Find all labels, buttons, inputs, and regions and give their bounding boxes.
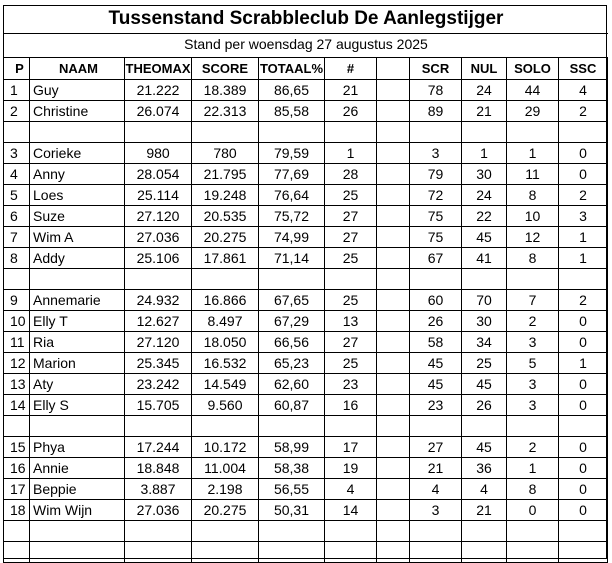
cell-solo: 1 <box>507 458 559 479</box>
cell-scr: 3 <box>410 143 462 164</box>
cell-totaal: 77,69 <box>259 164 325 185</box>
cell-solo: 44 <box>507 80 559 101</box>
cell-name: Beppie <box>30 479 125 500</box>
cell-count: 17 <box>325 437 377 458</box>
cell-ssc: 0 <box>559 143 608 164</box>
empty-cell <box>410 416 462 437</box>
cell-solo: 8 <box>507 248 559 269</box>
blank-row <box>4 122 608 143</box>
cell-nul: 26 <box>462 395 507 416</box>
header-p: P <box>4 58 30 80</box>
cell-score: 780 <box>192 143 259 164</box>
cell-spacer <box>377 80 410 101</box>
cell-nul: 45 <box>462 437 507 458</box>
table-row <box>4 206 608 227</box>
cell-theomax: 18.848 <box>125 458 192 479</box>
empty-cell <box>410 269 462 290</box>
cell-count: 25 <box>325 290 377 311</box>
cell-ssc: 0 <box>559 332 608 353</box>
empty-cell <box>125 269 192 290</box>
table-row <box>4 458 608 479</box>
cell-theomax: 27.036 <box>125 500 192 521</box>
empty-cell <box>507 269 559 290</box>
empty-cell <box>192 269 259 290</box>
cell-score: 22.313 <box>192 101 259 122</box>
cell-name: Wim Wijn <box>30 500 125 521</box>
cell-solo: 10 <box>507 206 559 227</box>
cell-spacer <box>377 185 410 206</box>
cell-theomax: 12.627 <box>125 311 192 332</box>
empty-cell <box>410 542 462 563</box>
empty-cell <box>30 269 125 290</box>
cell-scr: 75 <box>410 227 462 248</box>
cell-spacer <box>377 458 410 479</box>
cell-theomax: 25.345 <box>125 353 192 374</box>
empty-cell <box>259 269 325 290</box>
cell-score: 10.172 <box>192 437 259 458</box>
cell-spacer <box>377 311 410 332</box>
cell-spacer <box>377 248 410 269</box>
cell-nul: 21 <box>462 101 507 122</box>
cell-theomax: 25.114 <box>125 185 192 206</box>
cell-solo: 2 <box>507 437 559 458</box>
cell-score: 14.549 <box>192 374 259 395</box>
cell-theomax: 27.036 <box>125 227 192 248</box>
cell-spacer <box>377 374 410 395</box>
header-score: SCORE <box>192 58 259 80</box>
cell-totaal: 50,31 <box>259 500 325 521</box>
empty-cell <box>259 521 325 542</box>
cell-nul: 1 <box>462 143 507 164</box>
empty-cell <box>4 269 30 290</box>
cell-ssc: 0 <box>559 311 608 332</box>
cell-score: 2.198 <box>192 479 259 500</box>
table-row <box>4 374 608 395</box>
cell-score: 8.497 <box>192 311 259 332</box>
cell-count: 25 <box>325 185 377 206</box>
cell-nul: 45 <box>462 227 507 248</box>
cell-spacer <box>377 290 410 311</box>
header-nul: NUL <box>462 58 507 80</box>
cell-score: 17.861 <box>192 248 259 269</box>
page-title: Tussenstand Scrabbleclub De Aanlegstijger <box>108 8 504 29</box>
cell-nul: 30 <box>462 311 507 332</box>
cell-score: 20.275 <box>192 227 259 248</box>
cell-nul: 41 <box>462 248 507 269</box>
table-row <box>4 311 608 332</box>
cell-scr: 27 <box>410 437 462 458</box>
cell-totaal: 58,99 <box>259 437 325 458</box>
cell-score: 18.050 <box>192 332 259 353</box>
cell-score: 16.532 <box>192 353 259 374</box>
cell-scr: 79 <box>410 164 462 185</box>
cell-count: 27 <box>325 332 377 353</box>
cell-count: 27 <box>325 227 377 248</box>
cell-score: 19.248 <box>192 185 259 206</box>
table-row <box>4 437 608 458</box>
cell-score: 9.560 <box>192 395 259 416</box>
cell-totaal: 74,99 <box>259 227 325 248</box>
empty-cell <box>377 122 410 143</box>
cell-solo: 1 <box>507 143 559 164</box>
cell-count: 4 <box>325 479 377 500</box>
cell-count: 1 <box>325 143 377 164</box>
cell-nul: 34 <box>462 332 507 353</box>
empty-cell <box>192 416 259 437</box>
cell-count: 19 <box>325 458 377 479</box>
cell-scr: 45 <box>410 374 462 395</box>
empty-cell <box>325 416 377 437</box>
cell-count: 26 <box>325 101 377 122</box>
table-row <box>4 290 608 311</box>
empty-cell <box>30 416 125 437</box>
cell-name: Addy <box>30 248 125 269</box>
cell-spacer <box>377 395 410 416</box>
cell-totaal: 67,65 <box>259 290 325 311</box>
cell-name: Annemarie <box>30 290 125 311</box>
empty-cell <box>507 122 559 143</box>
blank-row <box>4 542 608 563</box>
cell-totaal: 56,55 <box>259 479 325 500</box>
header-row <box>4 58 608 80</box>
page-subtitle: Stand per woensdag 27 augustus 2025 <box>184 36 428 52</box>
cell-nul: 4 <box>462 479 507 500</box>
table-row <box>4 185 608 206</box>
cell-scr: 72 <box>410 185 462 206</box>
cell-position: 11 <box>4 332 30 353</box>
cell-spacer <box>377 206 410 227</box>
cell-ssc: 0 <box>559 437 608 458</box>
table-row <box>4 227 608 248</box>
cell-ssc: 0 <box>559 164 608 185</box>
empty-cell <box>559 122 608 143</box>
cell-theomax: 25.106 <box>125 248 192 269</box>
cell-spacer <box>377 101 410 122</box>
cell-position: 12 <box>4 353 30 374</box>
cell-totaal: 65,23 <box>259 353 325 374</box>
cell-ssc: 2 <box>559 290 608 311</box>
cell-position: 15 <box>4 437 30 458</box>
cell-solo: 0 <box>507 500 559 521</box>
cell-solo: 2 <box>507 311 559 332</box>
empty-cell <box>125 542 192 563</box>
cell-totaal: 60,87 <box>259 395 325 416</box>
cell-theomax: 26.074 <box>125 101 192 122</box>
cell-score: 16.866 <box>192 290 259 311</box>
table-row <box>4 143 608 164</box>
cell-count: 27 <box>325 206 377 227</box>
cell-position: 4 <box>4 164 30 185</box>
empty-cell <box>4 521 30 542</box>
cell-scr: 58 <box>410 332 462 353</box>
empty-cell <box>259 122 325 143</box>
blank-row <box>4 416 608 437</box>
empty-cell <box>559 542 608 563</box>
cell-spacer <box>377 143 410 164</box>
table-row <box>4 164 608 185</box>
empty-cell <box>4 122 30 143</box>
cell-scr: 4 <box>410 479 462 500</box>
cell-name: Elly S <box>30 395 125 416</box>
cell-scr: 23 <box>410 395 462 416</box>
cell-position: 9 <box>4 290 30 311</box>
cell-ssc: 2 <box>559 101 608 122</box>
empty-cell <box>125 521 192 542</box>
cell-scr: 21 <box>410 458 462 479</box>
cell-ssc: 0 <box>559 479 608 500</box>
cell-count: 25 <box>325 248 377 269</box>
cell-totaal: 62,60 <box>259 374 325 395</box>
cell-solo: 7 <box>507 290 559 311</box>
cell-count: 14 <box>325 500 377 521</box>
cell-name: Annie <box>30 458 125 479</box>
cell-spacer <box>377 479 410 500</box>
cell-name: Elly T <box>30 311 125 332</box>
cell-totaal: 86,65 <box>259 80 325 101</box>
cell-theomax: 27.120 <box>125 332 192 353</box>
cell-position: 1 <box>4 80 30 101</box>
cell-solo: 8 <box>507 185 559 206</box>
cell-position: 5 <box>4 185 30 206</box>
empty-cell <box>377 542 410 563</box>
cell-solo: 5 <box>507 353 559 374</box>
cell-score: 20.275 <box>192 500 259 521</box>
cell-spacer <box>377 353 410 374</box>
cell-spacer <box>377 500 410 521</box>
empty-cell <box>30 542 125 563</box>
cell-name: Christine <box>30 101 125 122</box>
cell-name: Marion <box>30 353 125 374</box>
cell-name: Suze <box>30 206 125 227</box>
header-ssc: SSC <box>559 58 608 80</box>
header-spacer <box>377 58 410 80</box>
empty-cell <box>507 521 559 542</box>
cell-scr: 78 <box>410 80 462 101</box>
cell-nul: 30 <box>462 164 507 185</box>
cell-theomax: 21.222 <box>125 80 192 101</box>
empty-cell <box>325 542 377 563</box>
table-row <box>4 500 608 521</box>
empty-cell <box>192 521 259 542</box>
header-scr: SCR <box>410 58 462 80</box>
cell-totaal: 66,56 <box>259 332 325 353</box>
empty-cell <box>559 269 608 290</box>
empty-cell <box>462 416 507 437</box>
empty-cell <box>377 416 410 437</box>
cell-scr: 67 <box>410 248 462 269</box>
table-row <box>4 479 608 500</box>
table-row <box>4 395 608 416</box>
empty-cell <box>325 269 377 290</box>
cell-position: 8 <box>4 248 30 269</box>
cell-nul: 36 <box>462 458 507 479</box>
cell-position: 14 <box>4 395 30 416</box>
empty-cell <box>30 521 125 542</box>
empty-cell <box>4 416 30 437</box>
empty-cell <box>192 542 259 563</box>
cell-score: 21.795 <box>192 164 259 185</box>
header-count: # <box>325 58 377 80</box>
cell-scr: 45 <box>410 353 462 374</box>
empty-cell <box>507 416 559 437</box>
cell-theomax: 28.054 <box>125 164 192 185</box>
standings-table <box>3 57 608 563</box>
cell-position: 18 <box>4 500 30 521</box>
table-row <box>4 80 608 101</box>
empty-cell <box>325 122 377 143</box>
cell-totaal: 76,64 <box>259 185 325 206</box>
cell-ssc: 4 <box>559 80 608 101</box>
cell-nul: 22 <box>462 206 507 227</box>
empty-cell <box>125 122 192 143</box>
cell-theomax: 24.932 <box>125 290 192 311</box>
cell-nul: 45 <box>462 374 507 395</box>
cell-spacer <box>377 437 410 458</box>
cell-totaal: 75,72 <box>259 206 325 227</box>
cell-count: 16 <box>325 395 377 416</box>
empty-cell <box>30 122 125 143</box>
cell-position: 2 <box>4 101 30 122</box>
empty-cell <box>559 416 608 437</box>
cell-count: 23 <box>325 374 377 395</box>
cell-solo: 29 <box>507 101 559 122</box>
cell-name: Ria <box>30 332 125 353</box>
cell-count: 25 <box>325 353 377 374</box>
empty-cell <box>559 521 608 542</box>
cell-ssc: 3 <box>559 206 608 227</box>
empty-cell <box>4 542 30 563</box>
cell-position: 6 <box>4 206 30 227</box>
empty-cell <box>125 416 192 437</box>
table-row <box>4 101 608 122</box>
cell-solo: 3 <box>507 332 559 353</box>
empty-cell <box>462 542 507 563</box>
cell-position: 7 <box>4 227 30 248</box>
cell-totaal: 67,29 <box>259 311 325 332</box>
cell-theomax: 27.120 <box>125 206 192 227</box>
cell-score: 20.535 <box>192 206 259 227</box>
cell-totaal: 79,59 <box>259 143 325 164</box>
cell-ssc: 0 <box>559 458 608 479</box>
table-row <box>4 248 608 269</box>
empty-cell <box>259 542 325 563</box>
header-naam: NAAM <box>30 58 125 80</box>
table-row <box>4 332 608 353</box>
cell-ssc: 1 <box>559 248 608 269</box>
standings-body <box>4 58 608 563</box>
cell-ssc: 0 <box>559 395 608 416</box>
cell-spacer <box>377 227 410 248</box>
cell-totaal: 85,58 <box>259 101 325 122</box>
cell-ssc: 2 <box>559 185 608 206</box>
cell-scr: 60 <box>410 290 462 311</box>
cell-spacer <box>377 164 410 185</box>
empty-cell <box>192 122 259 143</box>
header-solo: SOLO <box>507 58 559 80</box>
empty-cell <box>325 521 377 542</box>
empty-cell <box>462 122 507 143</box>
cell-position: 3 <box>4 143 30 164</box>
cell-count: 21 <box>325 80 377 101</box>
empty-cell <box>410 521 462 542</box>
blank-row <box>4 521 608 542</box>
cell-theomax: 15.705 <box>125 395 192 416</box>
cell-theomax: 980 <box>125 143 192 164</box>
empty-cell <box>259 416 325 437</box>
cell-theomax: 17.244 <box>125 437 192 458</box>
cell-nul: 70 <box>462 290 507 311</box>
cell-ssc: 1 <box>559 227 608 248</box>
cell-name: Anny <box>30 164 125 185</box>
cell-scr: 3 <box>410 500 462 521</box>
empty-cell <box>377 269 410 290</box>
blank-row <box>4 269 608 290</box>
cell-nul: 25 <box>462 353 507 374</box>
cell-scr: 26 <box>410 311 462 332</box>
cell-totaal: 71,14 <box>259 248 325 269</box>
cell-theomax: 23.242 <box>125 374 192 395</box>
cell-name: Guy <box>30 80 125 101</box>
cell-name: Loes <box>30 185 125 206</box>
cell-count: 13 <box>325 311 377 332</box>
cell-ssc: 0 <box>559 500 608 521</box>
empty-cell <box>462 521 507 542</box>
cell-nul: 21 <box>462 500 507 521</box>
empty-cell <box>507 542 559 563</box>
cell-spacer <box>377 332 410 353</box>
cell-solo: 12 <box>507 227 559 248</box>
cell-totaal: 58,38 <box>259 458 325 479</box>
cell-name: Corieke <box>30 143 125 164</box>
cell-nul: 24 <box>462 80 507 101</box>
cell-nul: 24 <box>462 185 507 206</box>
cell-count: 28 <box>325 164 377 185</box>
cell-position: 17 <box>4 479 30 500</box>
cell-score: 11.004 <box>192 458 259 479</box>
cell-ssc: 1 <box>559 353 608 374</box>
cell-position: 10 <box>4 311 30 332</box>
title-divider <box>4 33 608 34</box>
empty-cell <box>410 122 462 143</box>
cell-score: 18.389 <box>192 80 259 101</box>
cell-position: 13 <box>4 374 30 395</box>
empty-cell <box>377 521 410 542</box>
cell-scr: 75 <box>410 206 462 227</box>
header-totaal: TOTAAL% <box>259 58 325 80</box>
cell-name: Aty <box>30 374 125 395</box>
cell-solo: 11 <box>507 164 559 185</box>
table-row <box>4 353 608 374</box>
header-theomax: THEOMAX <box>125 58 192 80</box>
cell-theomax: 3.887 <box>125 479 192 500</box>
cell-solo: 8 <box>507 479 559 500</box>
cell-name: Phya <box>30 437 125 458</box>
cell-position: 16 <box>4 458 30 479</box>
cell-scr: 89 <box>410 101 462 122</box>
cell-solo: 3 <box>507 374 559 395</box>
empty-cell <box>462 269 507 290</box>
cell-name: Wim A <box>30 227 125 248</box>
cell-ssc: 0 <box>559 374 608 395</box>
cell-solo: 3 <box>507 395 559 416</box>
